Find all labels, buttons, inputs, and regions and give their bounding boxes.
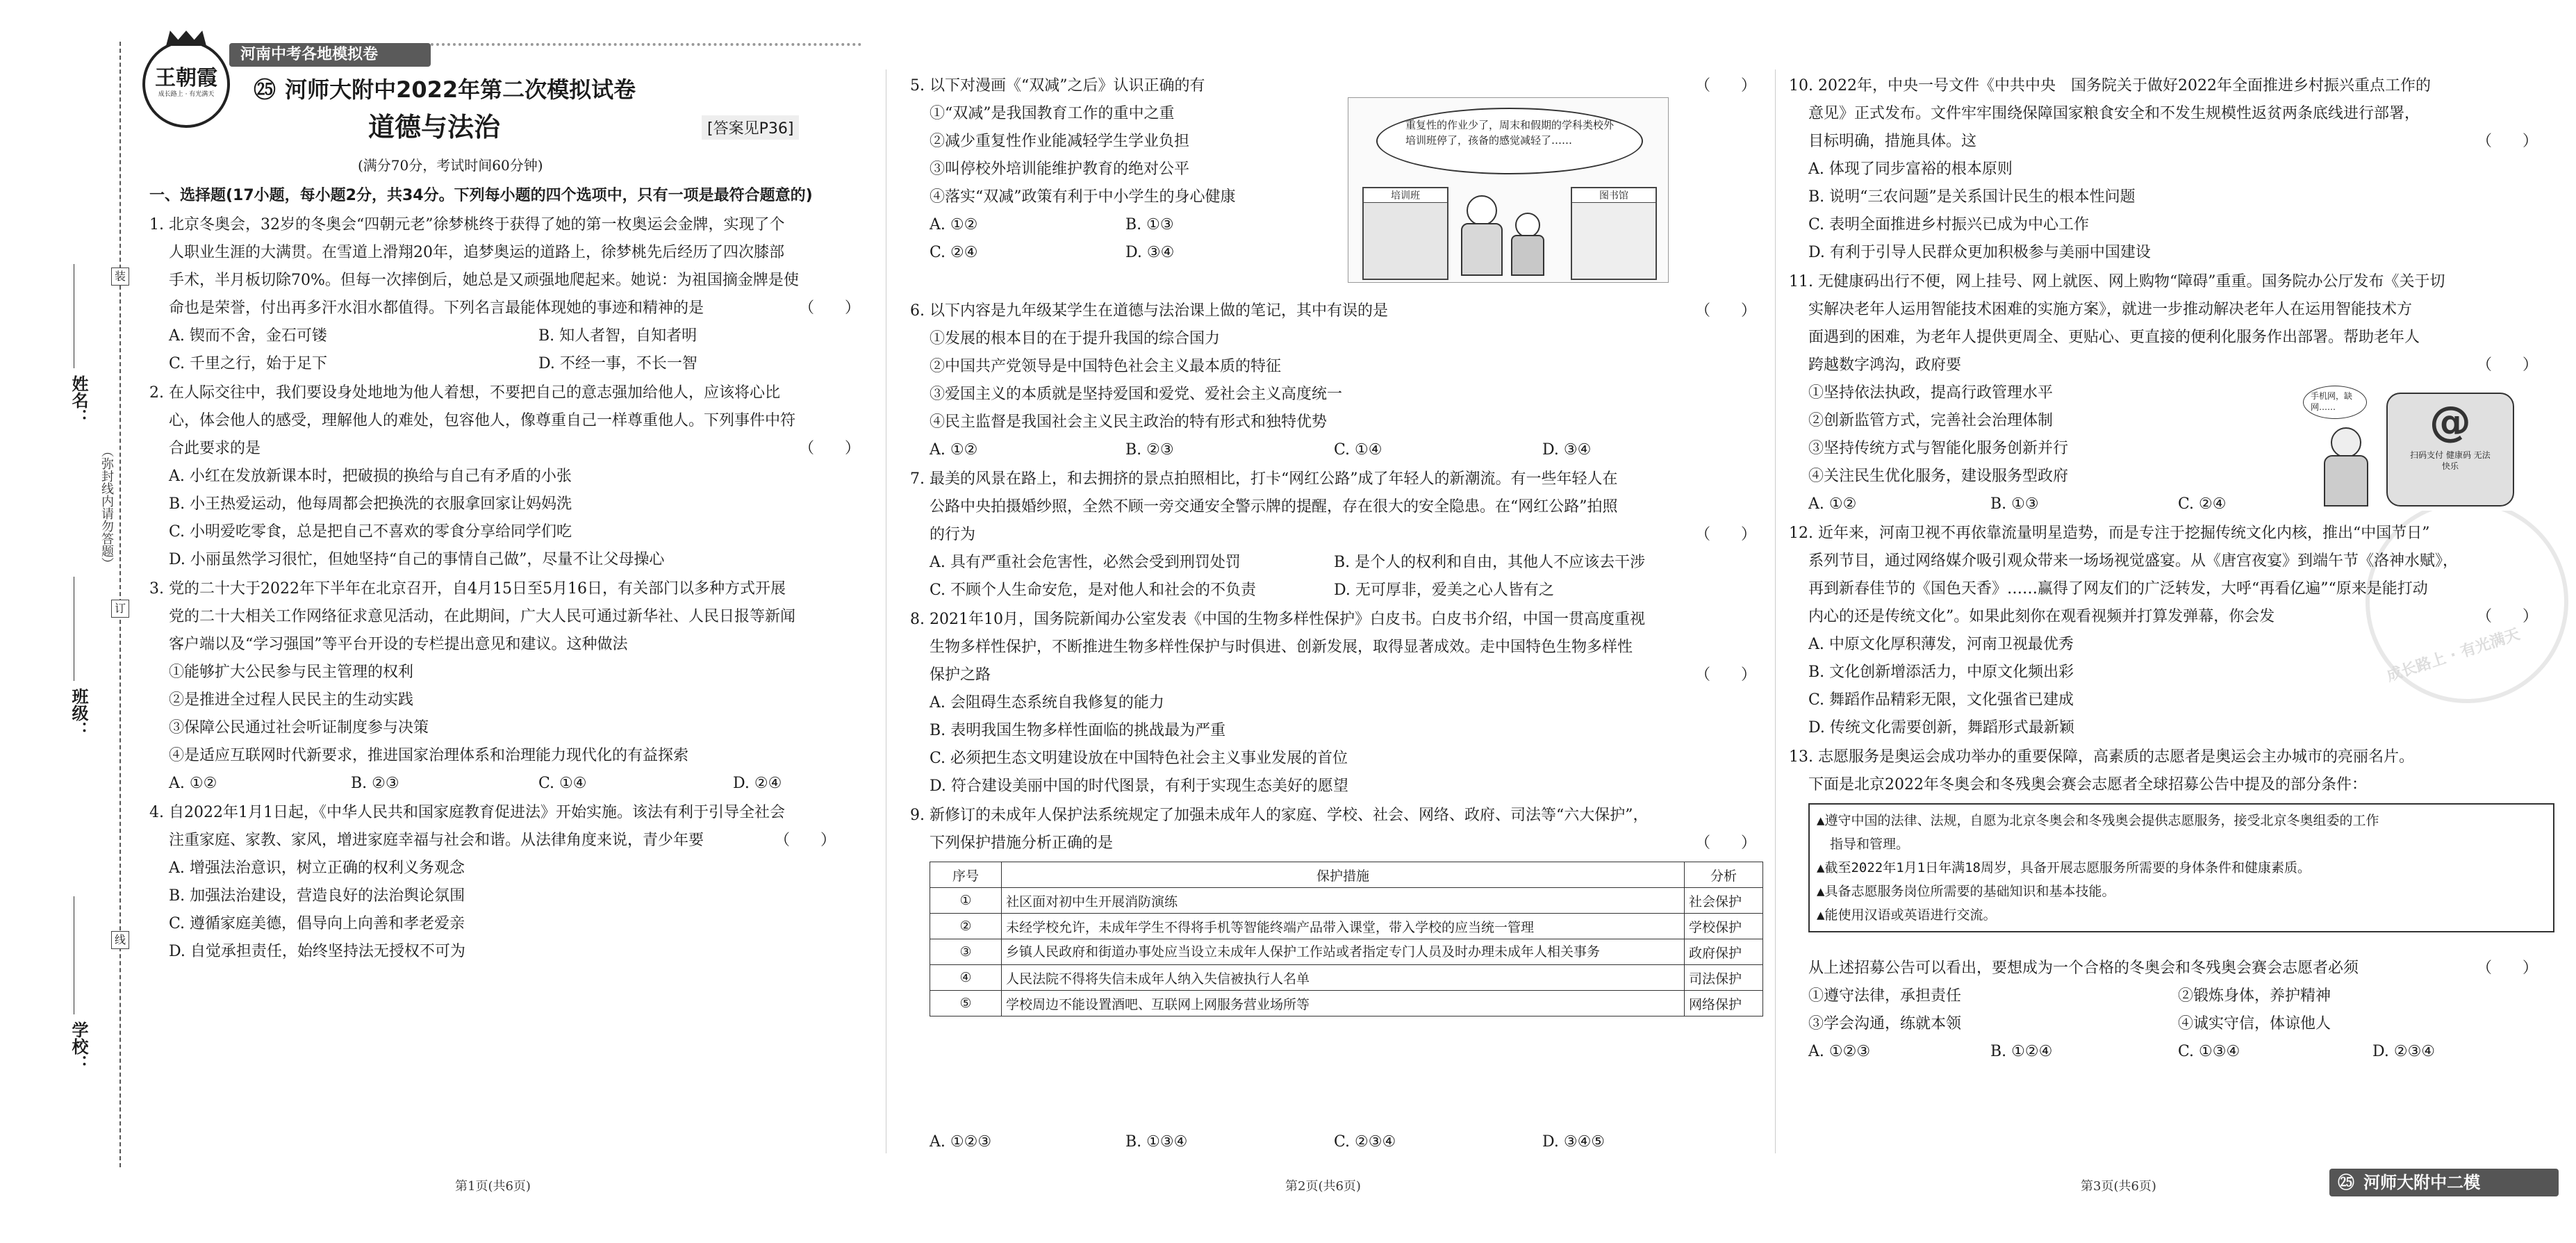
elder-head xyxy=(2331,427,2361,458)
table-row xyxy=(930,965,1763,991)
q2-option-c[interactable]: C. 小明爱吃零食，总是把自己不喜欢的零食分享给同学们吃 xyxy=(169,523,572,541)
speech-bubble xyxy=(1376,108,1643,174)
q1-line1: 1. 北京冬奥会，32岁的冬奥会“四朝元老”徐梦桃终于获得了她的第一枚奥运会金牌，实现了个 xyxy=(149,216,785,233)
q3-item-3: ③保障公民通过社会听证制度参与决策 xyxy=(169,719,429,736)
sign-training: 培训班 xyxy=(1364,188,1447,203)
row-analysis: 社会保护 xyxy=(1685,888,1763,914)
q11-option-c[interactable]: C. ②④ xyxy=(2178,495,2227,513)
answer-paren[interactable]: （ ） xyxy=(1695,526,1757,543)
answer-paren[interactable]: （ ） xyxy=(2477,356,2538,374)
q8-option-c[interactable]: C. 必须把生态文明建设放在中国特色社会主义事业发展的首位 xyxy=(930,750,1348,767)
q13-line1: 13. 志愿服务是奥运会成功举办的重要保障，高素质的志愿者是奥运会主办城市的亮丽名片。 xyxy=(1789,748,2414,766)
elder-bubble xyxy=(2303,386,2367,419)
q11-line2: 实解决老年人运用智能技术困难的实施方案》，就进一步推动解决老年人在运用智能技术方 xyxy=(1808,301,2413,318)
q5-item-3: ③叫停校外培训能维护教育的绝对公平 xyxy=(930,160,1190,178)
parent-figure xyxy=(1467,195,1497,226)
q13-line3: 从上述招募公告可以看出，要想成为一个合格的冬奥会和冬残奥会赛会志愿者必须 xyxy=(1808,960,2359,977)
header-dots xyxy=(431,43,861,51)
score-note: (满分70分，考试时间60分钟) xyxy=(358,157,543,174)
q8-line3: 保护之路 xyxy=(930,666,991,684)
column-divider xyxy=(1775,69,1776,1153)
q3-line2: 党的二十大相关工作网络征求意见活动，在此期间，广大人民可通过新华社、人民日报等新闻 xyxy=(169,608,796,625)
q12-option-c[interactable]: C. 舞蹈作品精彩无限，文化强省已建成 xyxy=(1808,691,2074,709)
q5-item-1: ①“双减”是我国教育工作的重中之重 xyxy=(930,105,1175,122)
brand-sub: 成长路上 · 有光满天 xyxy=(158,91,215,98)
q12-option-d[interactable]: D. 传统文化需要创新，舞蹈形式最新颖 xyxy=(1808,719,2074,736)
q7-line3: 的行为 xyxy=(930,526,976,543)
q5-item-4: ④落实“双减”政策有利于中小学生的身心健康 xyxy=(930,188,1236,206)
series-label: 河南中考各地模拟卷 xyxy=(240,46,379,63)
q9-line2: 下列保护措施分析正确的是 xyxy=(930,834,1114,852)
exam-title: 河师大附中2022年第二次模拟试卷 xyxy=(285,76,636,103)
q10-option-a[interactable]: A. 体现了同步富裕的根本原则 xyxy=(1808,160,2013,178)
header-analysis: 分析 xyxy=(1685,862,1763,888)
row-measure: 人民法院不得将失信未成年人纳入失信被执行人名单 xyxy=(1002,965,1685,991)
notice-line: ▲能使用汉语或英语进行交流。 xyxy=(1817,907,1997,923)
school-field[interactable] xyxy=(74,896,76,1014)
exam-tag-number: ㉕ xyxy=(2338,1173,2354,1192)
page-3 xyxy=(1789,0,2560,1243)
volunteer-notice-box xyxy=(1808,803,2554,932)
q12-line1: 12. 近年来，河南卫视不再依靠流量明星造势，而是专注于挖掘传统文化内核，推出“中国节日” xyxy=(1789,525,2430,542)
child-body xyxy=(1511,235,1544,276)
q10-option-d[interactable]: D. 有利于引导人民群众更加积极参与美丽中国建设 xyxy=(1808,244,2151,261)
answer-paren[interactable]: （ ） xyxy=(2477,960,2538,977)
name-label: 姓名： xyxy=(69,375,88,425)
q3-option-a[interactable]: A. ①② xyxy=(169,775,217,792)
q13-item-3: ③学会沟通，练就本领 xyxy=(1808,1015,1962,1032)
name-field[interactable] xyxy=(74,264,76,368)
seal-mark-2: 订 xyxy=(111,600,129,618)
q12-line2: 系列节目，通过网络媒介吸引观众带来一场场视觉盛宴。从《唐宫夜宴》到端午节《洛神水赋》， xyxy=(1808,552,2459,570)
q11-option-a[interactable]: A. ①② xyxy=(1808,495,1857,513)
row-number: ① xyxy=(930,888,1002,914)
q11-option-b[interactable]: B. ①③ xyxy=(1990,495,2039,513)
q4-option-a[interactable]: A. 增强法治意识，树立正确的权利义务观念 xyxy=(169,859,465,877)
q3-item-4: ④是适应互联网时代新要求，推进国家治理体系和治理能力现代化的有益探索 xyxy=(169,747,689,764)
q10-line2: 意见》正式发布。文件牢牢围绕保障国家粮食安全和不发生规模性返贫两条底线进行部署， xyxy=(1808,105,2420,122)
seal-mark-3: 线 xyxy=(111,931,129,949)
q3-option-c[interactable]: C. ①④ xyxy=(538,775,587,792)
q7-line2: 公路中央拍摄婚纱照，全然不顾一旁交通安全警示牌的提醒，存在很大的安全隐患。在“网红公路”拍照 xyxy=(930,498,1618,516)
q9-option-c[interactable]: C. ②③④ xyxy=(1334,1133,1396,1151)
q13-option-b[interactable]: B. ①②④ xyxy=(1990,1043,2053,1060)
row-analysis: 司法保护 xyxy=(1685,965,1763,991)
crown-icon xyxy=(166,31,206,46)
school-label: 学校： xyxy=(69,1021,88,1071)
q12-line4: 内心的还是传统文化”。如果此刻你在观看视频并打算发弹幕，你会发 xyxy=(1808,608,2275,625)
q7-option-a[interactable]: A. 具有严重社会危害性，必然会受到刑罚处罚 xyxy=(930,554,1241,571)
answer-paren[interactable]: （ ） xyxy=(1695,302,1757,320)
q11-item-2: ②创新监管方式，完善社会治理体制 xyxy=(1808,412,2054,429)
q13-item-2: ②锻炼身体，养护精神 xyxy=(2178,987,2331,1005)
at-icon: @ xyxy=(2429,397,2471,446)
q13-line2: 下面是北京2022年冬奥会和冬残奥会赛会志愿者全球招募公告中提及的部分条件： xyxy=(1808,776,2367,793)
q13-option-c[interactable]: C. ①③④ xyxy=(2178,1043,2240,1060)
notice-line: ▲遵守中国的法律、法规，自愿为北京冬奥会和冬残奥会提供志愿服务，接受北京冬奥组委的工作 xyxy=(1817,813,2379,828)
cartoon-digital-divide xyxy=(2303,379,2518,511)
answer-reference: [答案见P36] xyxy=(702,115,799,140)
q4-line1: 4. 自2022年1月1日起，《中华人民共和国家庭教育促进法》开始实施。该法有利于引导全社会 xyxy=(149,804,785,821)
table-row xyxy=(930,991,1763,1016)
seal-note: （弥封线内请勿答题） xyxy=(99,445,114,570)
q1-line2: 人职业生涯的大满贯。在雪道上滑翔20年，追梦奥运的道路上，徐梦桃先后经历了四次膝部 xyxy=(169,244,784,261)
row-number: ② xyxy=(930,914,1002,939)
answer-paren[interactable]: （ ） xyxy=(775,832,836,849)
q3-item-1: ①能够扩大公民参与民主管理的权利 xyxy=(169,664,414,681)
notice-line: ▲具备志愿服务岗位所需要的基础知识和基本技能。 xyxy=(1817,884,2115,899)
q8-line2: 生物多样性保护，不断推进生物多样性保护与时俱进、创新发展，取得显著成效。走中国特色生物多样性 xyxy=(930,639,1633,656)
elder-bubble-text: 手机网，缺网…… xyxy=(2311,391,2353,412)
q5-line1: 5. 以下对漫画《“双减”之后》认识正确的有 xyxy=(910,77,1205,94)
cartoon-double-reduction xyxy=(1348,97,1669,283)
q12-option-b[interactable]: B. 文化创新增添活力，中原文化频出彩 xyxy=(1808,664,2074,681)
q6-item-2: ②中国共产党领导是中国特色社会主义最本质的特征 xyxy=(930,358,1282,375)
q4-line2: 注重家庭、家教、家风，增进家庭幸福与社会和谐。从法律角度来说，青少年要 xyxy=(169,832,704,849)
exam-tag xyxy=(2329,1169,2559,1196)
row-number: ⑤ xyxy=(930,991,1002,1016)
q13-option-a[interactable]: A. ①②③ xyxy=(1808,1043,1871,1060)
q11-line3: 面遇到的困难，为老年人提供更周全、更贴心、更直接的便利化服务作出部署。帮助老年人 xyxy=(1808,329,2420,346)
subject-title: 道德与法治 xyxy=(368,112,501,142)
q3-option-b[interactable]: B. ②③ xyxy=(351,775,399,792)
q5-item-2: ②减少重复性作业能减轻学生学业负担 xyxy=(930,133,1190,150)
page-1 xyxy=(149,0,865,1243)
q11-item-4: ④关注民生优化服务，建设服务型政府 xyxy=(1808,468,2069,485)
q13-option-d[interactable]: D. ②③④ xyxy=(2372,1043,2436,1060)
q12-line3: 再到新春佳节的《国色天香》……赢得了网友们的广泛转发，大呼“再看亿遍”“原来是能打动 xyxy=(1808,580,2428,598)
answer-paren[interactable]: （ ） xyxy=(2477,133,2538,150)
series-banner xyxy=(229,43,431,67)
exam-number: ㉕ xyxy=(254,76,276,103)
q2-line3: 合此要求的是 xyxy=(169,440,261,457)
q1-option-a[interactable]: A. 锲而不舍，金石可镂 xyxy=(169,327,327,345)
q4-option-b[interactable]: B. 加强法治建设，营造良好的法治舆论氛围 xyxy=(169,887,465,905)
class-field[interactable] xyxy=(74,577,76,681)
answer-paren[interactable]: （ ） xyxy=(2477,608,2538,625)
building-left xyxy=(1362,187,1448,280)
q2-option-a[interactable]: A. 小红在发放新课本时，把破损的换给与自己有矛盾的小张 xyxy=(169,468,572,485)
q10-line1: 10. 2022年，中央一号文件《中共中央 国务院关于做好2022年全面推进乡村振兴重点工作的 xyxy=(1789,77,2431,94)
row-measure: 乡镇人民政府和街道办事处应当设立未成年人保护工作站或者指定专门人员及时办理未成年人相关事务 xyxy=(1002,939,1685,965)
q4-option-c[interactable]: C. 遵循家庭美德，倡导向上向善和孝老爱亲 xyxy=(169,915,465,932)
q4-option-d[interactable]: D. 自觉承担责任，始终坚持法无授权不可为 xyxy=(169,943,465,960)
child-figure xyxy=(1515,213,1540,238)
notice-line: 指导和管理。 xyxy=(1817,837,1910,852)
header-measure: 保护措施 xyxy=(1002,862,1685,888)
row-measure: 未经学校允许，未成年学生不得将手机等智能终端产品带入课堂，带入学校的应当统一管理 xyxy=(1002,914,1685,939)
page-number: 第1页(共6页) xyxy=(455,1179,531,1194)
q13-item-4: ④诚实守信，体谅他人 xyxy=(2178,1015,2331,1032)
brand-name: 王朝霞 xyxy=(155,66,217,90)
answer-paren[interactable]: （ ） xyxy=(799,299,861,317)
q1-option-d[interactable]: D. 不经一事，不长一智 xyxy=(538,355,697,372)
q3-option-d[interactable]: D. ②④ xyxy=(733,775,782,792)
header-number: 序号 xyxy=(930,862,1002,888)
bubble-text: 重复性的作业少了，周末和假期的学科类校外培训班停了，孩备的感觉减轻了…… xyxy=(1405,119,1615,147)
screen-text: 扫码支付 健康码 无法快乐 xyxy=(2410,450,2491,471)
exam-title-row xyxy=(254,72,636,104)
q6-item-3: ③爱国主义的本质就是坚持爱国和爱党、爱社会主义高度统一 xyxy=(930,386,1343,403)
q2-line2: 心，体会他人的感受，理解他人的难处，包容他人，像尊重自己一样尊重他人。下列事件中符 xyxy=(169,412,796,429)
protection-measures-table xyxy=(930,862,1763,1016)
q10-line3: 目标明确，措施具体。这 xyxy=(1808,133,1977,150)
table-row xyxy=(930,888,1763,914)
q6-item-1: ①发展的根本目的在于提升我国的综合国力 xyxy=(930,330,1221,347)
q7-option-c[interactable]: C. 不顾个人生命安危，是对他人和社会的不负责 xyxy=(930,582,1257,599)
q5-option-a[interactable]: A. ①② xyxy=(930,216,978,233)
q8-option-b[interactable]: B. 表明我国生物多样性面临的挑战最为严重 xyxy=(930,722,1226,739)
q1-line4: 命也是荣誉，付出再多汗水泪水都值得。下列名言最能体现她的事迹和精神的是 xyxy=(169,299,704,317)
q6-option-d[interactable]: D. ③④ xyxy=(1542,441,1592,459)
q7-option-d[interactable]: D. 无可厚非，爱美之心人皆有之 xyxy=(1334,582,1554,599)
row-number: ④ xyxy=(930,965,1002,991)
q2-option-d[interactable]: D. 小丽虽然学习很忙，但她坚持“自己的事情自己做”，尽量不让父母操心 xyxy=(169,551,665,568)
page-number: 第2页(共6页) xyxy=(1285,1179,1361,1194)
q11-item-3: ③坚持传统方式与智能化服务创新并行 xyxy=(1808,440,2069,457)
q12-option-a[interactable]: A. 中原文化厚积薄发，河南卫视最优秀 xyxy=(1808,636,2074,653)
answer-paren[interactable]: （ ） xyxy=(799,440,861,457)
q3-item-2: ②是推进全过程人民民主的生动实践 xyxy=(169,691,414,709)
q11-line1: 11. 无健康码出行不便，网上挂号、网上就医、网上购物“障碍”重重。国务院办公厅发布《关于切 xyxy=(1789,273,2445,290)
q3-line1: 3. 党的二十大于2022年下半年在北京召开，自4月15日至5月16日，有关部门以多种方式开展 xyxy=(149,580,786,598)
table-header-row xyxy=(930,862,1763,888)
row-analysis: 学校保护 xyxy=(1685,914,1763,939)
q3-line3: 客户端以及“学习强国”等平台开设的专栏提出意见和建议。这种做法 xyxy=(169,636,628,653)
page-number: 第3页(共6页) xyxy=(2081,1179,2156,1194)
section-heading: 一、选择题(17小题，每小题2分，共34分。下列每小题的四个选项中，只有一项是最符合题意的) xyxy=(149,187,813,204)
q9-line1: 9. 新修订的未成年人保护法系统规定了加强未成年人的家庭、学校、社会、网络、政府、司法等“六大保护”， xyxy=(910,807,1649,824)
q1-line3: 手术，半月板切除70%。但每一次摔倒后，她总是又顽强地爬起来。她说：为祖国摘金牌是使 xyxy=(169,272,799,289)
q1-option-c[interactable]: C. 千里之行，始于足下 xyxy=(169,355,328,372)
watermark-text: 成长路上 · 有光满天 xyxy=(2384,625,2523,686)
q9-option-b[interactable]: B. ①③④ xyxy=(1125,1133,1188,1151)
q11-item-1: ①坚持依法执政，提高行政管理水平 xyxy=(1808,384,2054,402)
q6-option-b[interactable]: B. ②③ xyxy=(1125,441,1174,459)
q10-option-b[interactable]: B. 说明“三农问题”是关系国计民生的根本性问题 xyxy=(1808,188,2136,206)
exam-tag-text: 河师大附中二模 xyxy=(2363,1173,2481,1192)
q8-line1: 8. 2021年10月，国务院新闻办公室发表《中国的生物多样性保护》白皮书。白皮书介绍，中国一贯高度重视 xyxy=(910,611,1645,628)
q5-option-d[interactable]: D. ③④ xyxy=(1125,244,1175,261)
row-analysis: 政府保护 xyxy=(1685,939,1763,965)
q6-line1: 6. 以下内容是九年级某学生在道德与法治课上做的笔记，其中有误的是 xyxy=(910,302,1388,320)
brand-logo xyxy=(142,40,230,128)
building-right xyxy=(1571,187,1657,280)
q1-option-b[interactable]: B. 知人者智，自知者明 xyxy=(538,327,697,345)
answer-paren[interactable]: （ ） xyxy=(1695,666,1757,684)
seal-mark-1: 装 xyxy=(111,267,129,286)
table-row xyxy=(930,939,1763,965)
parent-body xyxy=(1461,223,1503,276)
answer-paren[interactable]: （ ） xyxy=(1695,77,1757,94)
q13-item-1: ①遵守法律，承担责任 xyxy=(1808,987,1962,1005)
q5-option-c[interactable]: C. ②④ xyxy=(930,244,978,261)
answer-paren[interactable]: （ ） xyxy=(1695,834,1757,852)
q7-line1: 7. 最美的风景在路上，和去拥挤的景点拍照相比，打卡“网红公路”成了年轻人的新潮流。有一些年轻人在 xyxy=(910,470,1618,488)
row-analysis: 网络保护 xyxy=(1685,991,1763,1016)
row-number: ③ xyxy=(930,939,1002,965)
q8-option-a[interactable]: A. 会阻碍生态系统自我修复的能力 xyxy=(930,694,1164,711)
q6-option-c[interactable]: C. ①④ xyxy=(1334,441,1382,459)
q8-option-d[interactable]: D. 符合建设美丽中国的时代图景，有利于实现生态美好的愿望 xyxy=(930,777,1348,795)
notice-line: ▲截至2022年1月1日年满18周岁，具备开展志愿服务所需要的身体条件和健康素质。 xyxy=(1817,860,2311,875)
class-label: 班级： xyxy=(69,688,88,738)
q6-option-a[interactable]: A. ①② xyxy=(930,441,978,459)
q9-option-d[interactable]: D. ③④⑤ xyxy=(1542,1133,1605,1151)
row-measure: 社区面对初中生开展消防演练 xyxy=(1002,888,1685,914)
sign-library: 图书馆 xyxy=(1572,188,1656,203)
elder-body xyxy=(2324,455,2368,507)
table-row xyxy=(930,914,1763,939)
q2-option-b[interactable]: B. 小王热爱运动，他每周都会把换洗的衣服拿回家让妈妈洗 xyxy=(169,495,572,513)
row-measure: 学校周边不能设置酒吧、互联网上网服务营业场所等 xyxy=(1002,991,1685,1016)
q5-option-b[interactable]: B. ①③ xyxy=(1125,216,1174,233)
phone-wall xyxy=(2386,393,2514,507)
page-2 xyxy=(910,0,1765,1243)
q2-line1: 2. 在人际交往中，我们要设身处地地为他人着想，不要把自己的意志强加给他人，应该将心比 xyxy=(149,384,780,402)
q11-line4: 跨越数字鸿沟，政府要 xyxy=(1808,356,1962,374)
q7-option-b[interactable]: B. 是个人的权利和自由，其他人不应该去干涉 xyxy=(1334,554,1646,571)
q10-option-c[interactable]: C. 表明全面推进乡村振兴已成为中心工作 xyxy=(1808,216,2090,233)
q6-item-4: ④民主监督是我国社会主义民主政治的特有形式和独特优势 xyxy=(930,413,1328,431)
q9-option-a[interactable]: A. ①②③ xyxy=(930,1133,992,1151)
